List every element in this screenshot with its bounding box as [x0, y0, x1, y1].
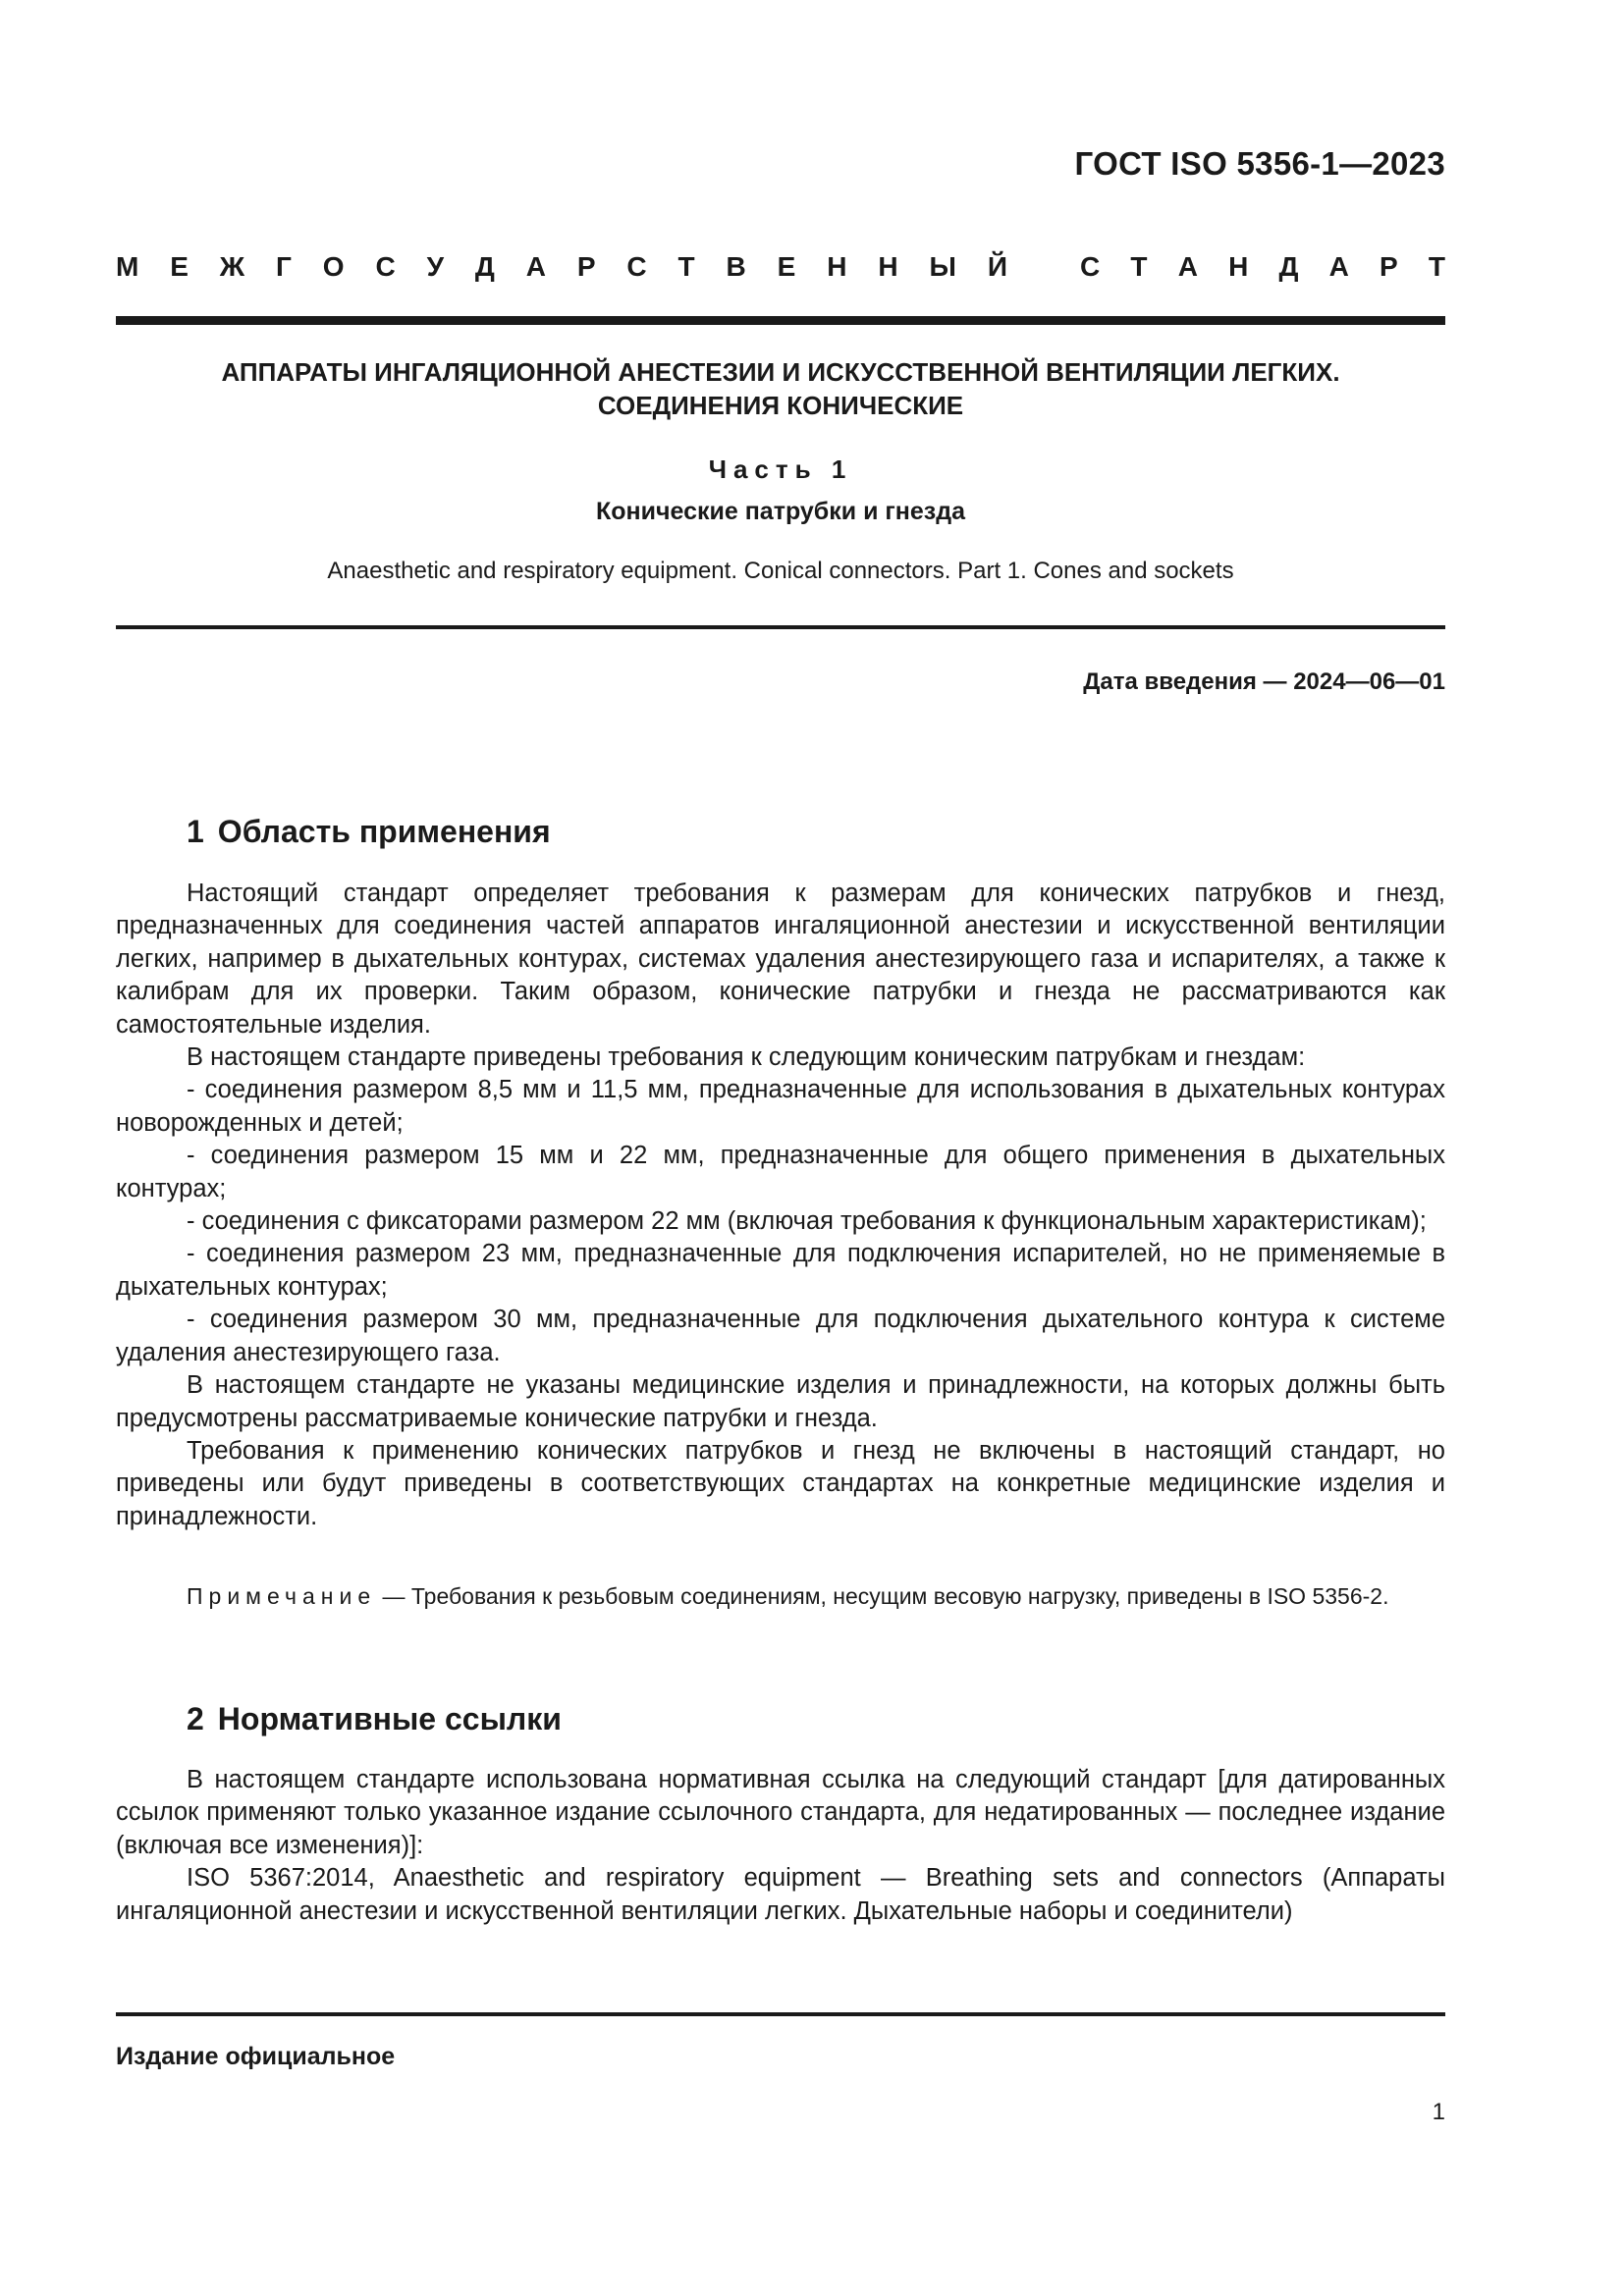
banner-letter: Ы — [929, 251, 956, 282]
banner-letter: Н — [878, 251, 898, 282]
title-line-1: АППАРАТЫ ИНГАЛЯЦИОННОЙ АНЕСТЕЗИИ И ИСКУССТВЕННОЙ ВЕНТИЛЯЦИИ ЛЕГКИХ. — [221, 357, 1340, 387]
banner-letter: Ж — [219, 251, 245, 282]
introduction-date: Дата введения — 2024—06—01 — [1083, 668, 1445, 695]
banner-letter: Т — [1428, 251, 1445, 282]
banner-letter: Д — [1278, 251, 1299, 282]
section-1-heading — [187, 814, 551, 850]
official-edition-label: Издание официальное — [116, 2043, 396, 2070]
paragraph: В настоящем стандарте не указаны медицинские изделия и принадлежности, на которых должны быть предусмотрены рассматриваемые конические патрубки и гнезда. — [116, 1371, 1445, 1432]
banner-letter: Д — [474, 251, 495, 282]
banner-letter: В — [726, 251, 746, 282]
banner-letter: А — [525, 251, 546, 282]
list-item: - соединения размером 15 мм и 22 мм, предназначенные для общего применения в дыхательных контурах; — [116, 1142, 1445, 1202]
document-title — [116, 355, 1445, 422]
banner-letter: Е — [170, 251, 189, 282]
banner-letter: А — [1328, 251, 1349, 282]
page-number: 1 — [1432, 2099, 1445, 2125]
section-1-title: Область применения — [217, 814, 551, 849]
section-1-body — [116, 878, 1445, 1533]
interstate-standard-banner — [116, 251, 1445, 283]
banner-letter: Р — [576, 251, 596, 282]
part-name: Конические патрубки и гнезда — [595, 498, 965, 525]
reference-item: ISO 5367:2014, Anaesthetic and respiratory equipment — Breathing sets and connectors (Аппараты ингаляционной анестезии и искусственной вентиляции легких. Дыхательные наборы и соединители) — [116, 1864, 1445, 1925]
paragraph: Требования к применению конических патрубков и гнезд не включены в настоящий стандарт, но приведены или будут приведены в соответствующих стандартах на конкретные медицинские изделия и принадлежности. — [116, 1436, 1445, 1530]
interstate-word-standard — [1080, 251, 1445, 283]
banner-letter: С — [626, 251, 647, 282]
section-1-number: 1 — [187, 814, 204, 849]
banner-letter: Н — [827, 251, 847, 282]
part-label: Часть 1 — [708, 454, 853, 484]
banner-letter: Е — [777, 251, 796, 282]
interstate-word-interstate — [116, 251, 1007, 283]
banner-letter: Й — [987, 251, 1007, 282]
list-item: - соединения с фиксаторами размером 22 мм (включая требования к функциональным характеристикам); — [187, 1207, 1427, 1236]
note-label: Примечание — [187, 1583, 377, 1609]
header-rule — [116, 316, 1445, 325]
english-title: Anaesthetic and respiratory equipment. Conical connectors. Part 1. Cones and sockets — [327, 558, 1234, 584]
gost-number: ГОСТ ISO 5356-1—2023 — [1074, 145, 1445, 182]
paragraph: Настоящий стандарт определяет требования к размерам для конических патрубков и гнезд, предназначенных для соединения частей аппаратов ингаляционной анестезии и искусственной вентиляции легких, например в дыхательных контурах, системах удаления анестезирующего газа и испарителях, а также к калибрам для их проверки. Таким образом, конические патрубки и гнезда не рассматриваются как самостоятельные изделия. — [116, 880, 1445, 1039]
banner-letter: М — [116, 251, 139, 282]
banner-letter: Р — [1380, 251, 1398, 282]
note-text: — Требования к резьбовым соединениям, несущим весовую нагрузку, приведены в ISO 5356-2. — [376, 1583, 1389, 1609]
paragraph: В настоящем стандарте использована нормативная ссылка на следующий стандарт [для датированных ссылок применяют только указанное издание ссылочного стандарта, для недатированных — последнее издание (включая все изменения)]: — [116, 1766, 1445, 1859]
list-item: - соединения размером 30 мм, предназначенные для подключения дыхательного контура к системе удаления анестезирующего газа. — [116, 1306, 1445, 1366]
list-item: - соединения размером 23 мм, предназначенные для подключения испарителей, но не применяемые в дыхательных контурах; — [116, 1240, 1445, 1301]
section-1-note — [116, 1581, 1445, 1612]
banner-letter: А — [1177, 251, 1198, 282]
section-2-heading — [187, 1701, 562, 1737]
banner-letter: У — [426, 251, 444, 282]
banner-letter: Т — [1130, 251, 1148, 282]
section-2-number: 2 — [187, 1701, 204, 1736]
banner-letter: С — [375, 251, 396, 282]
banner-letter: Т — [677, 251, 695, 282]
banner-letter: С — [1080, 251, 1101, 282]
paragraph: В настоящем стандарте приведены требования к следующим коническим патрубкам и гнездам: — [187, 1043, 1306, 1072]
section-2-title: Нормативные ссылки — [217, 1701, 562, 1736]
section-2-body — [116, 1764, 1445, 1928]
banner-letter: Г — [276, 251, 292, 282]
banner-letter: О — [322, 251, 345, 282]
title-rule — [116, 625, 1445, 629]
list-item: - соединения размером 8,5 мм и 11,5 мм, предназначенные для использования в дыхательных контурах новорожденных и детей; — [116, 1076, 1445, 1137]
title-line-2: СОЕДИНЕНИЯ КОНИЧЕСКИЕ — [597, 391, 964, 420]
footer-rule — [116, 2012, 1445, 2016]
banner-letter: Н — [1228, 251, 1249, 282]
